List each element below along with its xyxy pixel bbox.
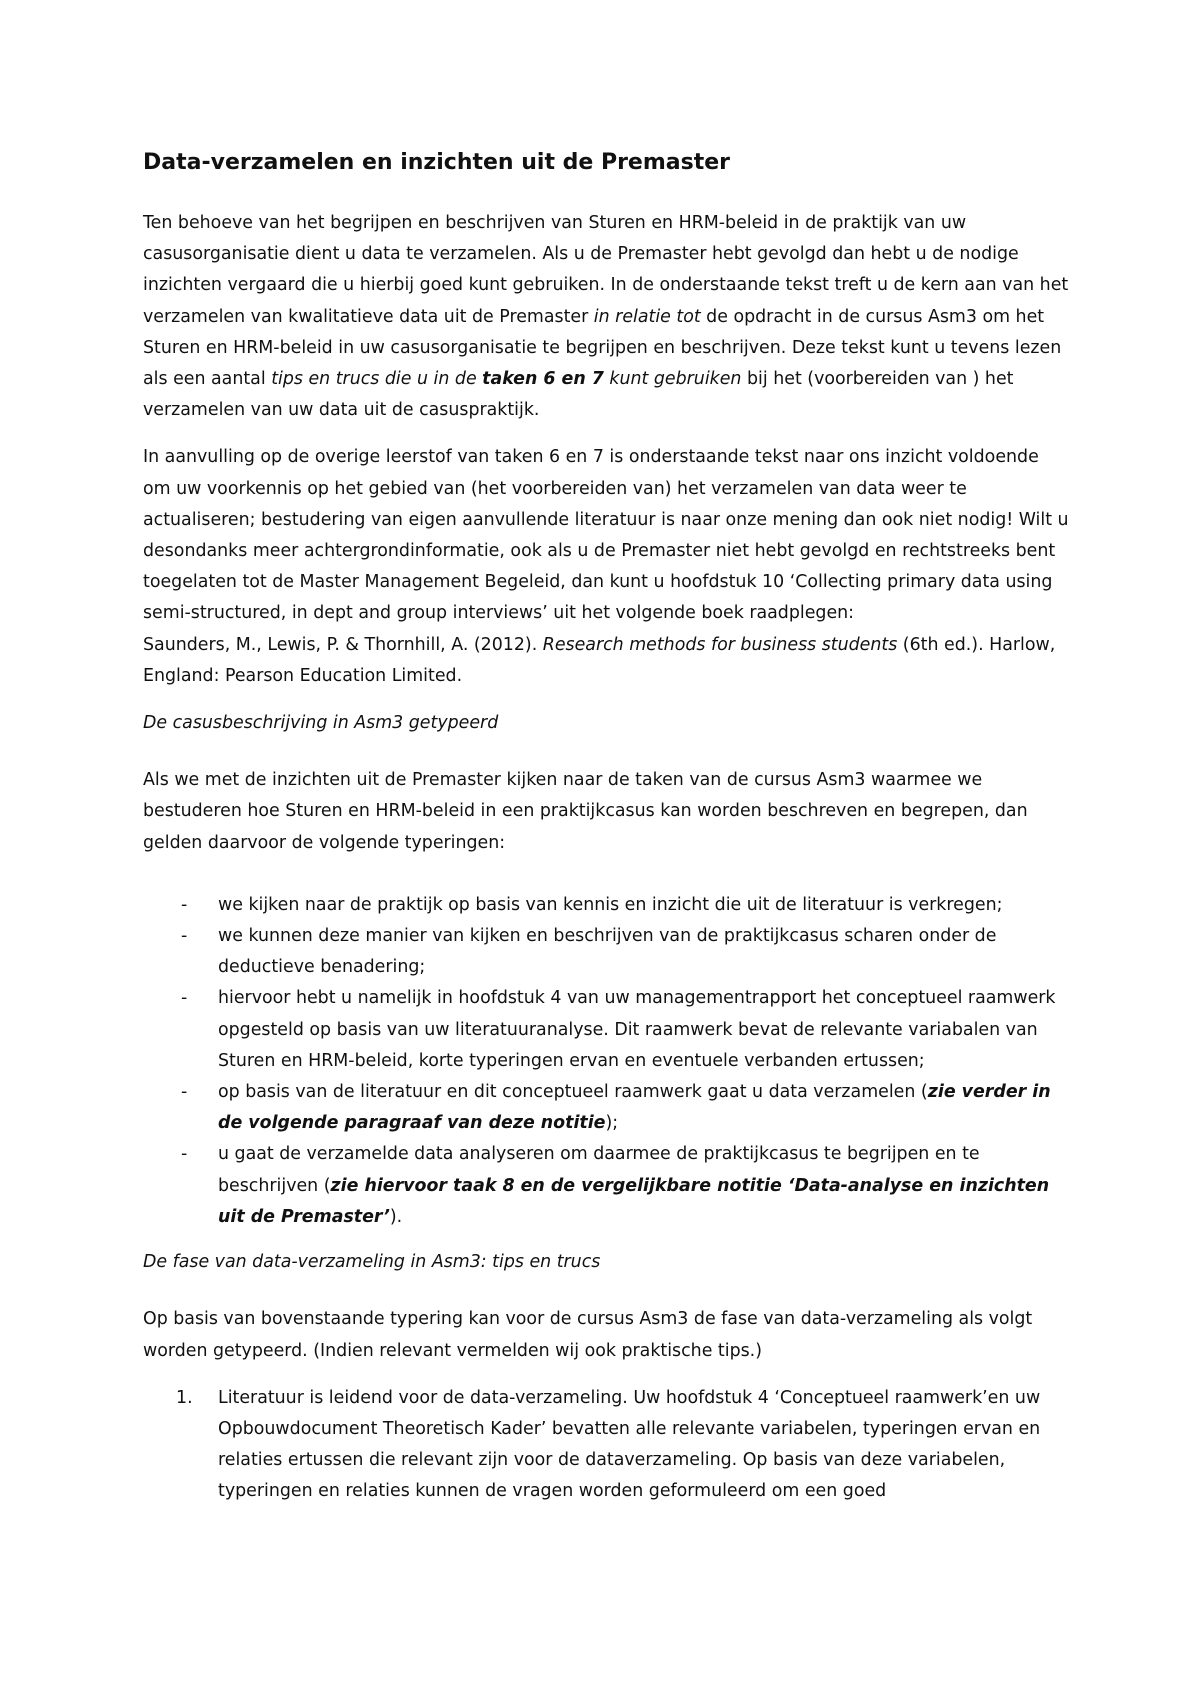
list-item-text: we kunnen deze manier van kijken en beschrijven van de praktijkcasus scharen onder de deductieve benadering; <box>218 926 997 978</box>
intro-italic-2a: tips en trucs die u in de <box>271 369 483 390</box>
list-item <box>143 921 1070 983</box>
list-item-text: op basis van de literatuur en dit conceptueel raamwerk gaat u data verzamelen ( <box>218 1082 928 1103</box>
list-item-end: ); <box>605 1113 619 1134</box>
list-item-text: we kijken naar de praktijk op basis van kennis en inzicht die uit de literatuur is verkregen; <box>218 894 1003 915</box>
dash-marker: - <box>181 1082 188 1103</box>
intro-text-3: bij het (voorbereiden van ) het verzamelen van uw data uit de casuspraktijk. <box>143 369 1014 421</box>
dash-marker: - <box>181 1144 188 1165</box>
list-item-bold-italic: zie hiervoor taak 8 en de vergelijkbare notitie ‘Data-analyse en inzichten uit de Premaster’ <box>218 1175 1050 1227</box>
numbered-list <box>143 1383 1070 1508</box>
list-item <box>143 890 1070 921</box>
list-item-text: hiervoor hebt u namelijk in hoofdstuk 4 van uw managementrapport het conceptueel raamwerk opgesteld op basis van uw literatuuranalyse. Dit raamwerk bevat de relevante variabalen van Sturen en HRM-beleid, korte typeringen ervan en eventuele verbanden ertussen; <box>218 988 1056 1071</box>
item-number: 1. <box>176 1387 193 1408</box>
list-item-end: ). <box>389 1206 403 1227</box>
numbered-item-text: Literatuur is leidend voor de data-verzameling. Uw hoofdstuk 4 ‘Conceptueel raamwerk’en uw Opbouwdocument Theoretisch Kader’ bevatten alle relevante variabelen, typeringen ervan en relaties ertussen die relevant zijn voor de dataverzameling. Op basis van deze variabelen, typeringen en relaties kunnen de vragen worden geformuleerd om een goed <box>218 1387 1041 1502</box>
list-item <box>143 1139 1070 1233</box>
reference-book-title: Research methods for business students <box>542 634 898 655</box>
supplement-paragraph: In aanvulling op de overige leerstof van taken 6 en 7 is onderstaande tekst naar ons inzicht voldoende om uw voorkennis op het gebied van (het voorbereiden van) het verzamelen van data weer te actualiseren; bestudering van eigen aanvullende literatuur is naar onze mening dan ook niet nodig! Wilt u desondanks meer achtergrondinformatie, ook als u de Premaster niet hebt gevolgd en rechtstreeks bent toegelaten tot de Master Management Begeleid, dan kunt u hoofdstuk 10 ‘Collecting primary data using semi-structured, in dept and group interviews’ uit het volgende boek raadplegen: <box>143 447 1069 624</box>
intro-paragraph <box>143 208 1070 426</box>
typering-paragraph: Als we met de inzichten uit de Premaster kijken naar de taken van de cursus Asm3 waarmee we bestuderen hoe Sturen en HRM-beleid in een praktijkcasus kan worden beschreven en begrepen, dan gelden daarvoor de volgende typeringen: <box>143 770 1028 853</box>
section-heading-casusbeschrijving: De casusbeschrijving in Asm3 getypeerd <box>143 713 499 734</box>
list-item <box>143 983 1070 1077</box>
intro-bold-italic: taken 6 en 7 <box>482 369 604 390</box>
list-item-text: u gaat de verzamelde data analyseren om daarmee de praktijkcasus te begrijpen en te beschrijven ( <box>218 1144 980 1196</box>
intro-italic-2b: kunt gebruiken <box>603 369 742 390</box>
dash-marker: - <box>181 894 188 915</box>
fase-paragraph: Op basis van bovenstaande typering kan voor de cursus Asm3 de fase van data-verzameling als volgt worden getypeerd. (Indien relevant vermelden wij ook praktische tips.) <box>143 1309 1033 1361</box>
dash-marker: - <box>181 988 188 1009</box>
intro-text-1: Ten behoeve van het begrijpen en beschrijven van Sturen en HRM-beleid in de praktijk van uw casusorganisatie dient u data te verzamelen. Als u de Premaster hebt gevolgd dan hebt u de nodige inzichten vergaard die u hierbij goed kunt gebruiken. In de onderstaande tekst treft u de kern aan van het verzamelen van kwalitatieve data uit de Premaster <box>143 213 1069 327</box>
reference-rest: (6th ed.). Harlow, England: Pearson Education Limited. <box>143 634 1056 686</box>
typering-list <box>143 890 1070 1233</box>
list-item-bold-italic: zie verder in de volgende paragraaf van deze notitie <box>218 1082 1051 1134</box>
book-reference <box>143 630 1070 692</box>
list-item <box>143 1077 1070 1139</box>
section-heading-dataverzameling: De fase van data-verzameling in Asm3: tips en trucs <box>143 1252 601 1273</box>
intro-text-2: de opdracht in de cursus Asm3 om het Sturen en HRM-beleid in uw casusorganisatie te begrijpen en beschrijven. Deze tekst kunt u tevens lezen als een aantal <box>143 306 1062 390</box>
reference-authors: Saunders, M., Lewis, P. & Thornhill, A. (2012). <box>143 634 543 655</box>
dash-marker: - <box>181 926 188 947</box>
numbered-item <box>143 1383 1070 1508</box>
document-title: Data-verzamelen en inzichten uit de Premaster <box>143 150 730 175</box>
intro-italic-1: in relatie tot <box>593 306 701 327</box>
